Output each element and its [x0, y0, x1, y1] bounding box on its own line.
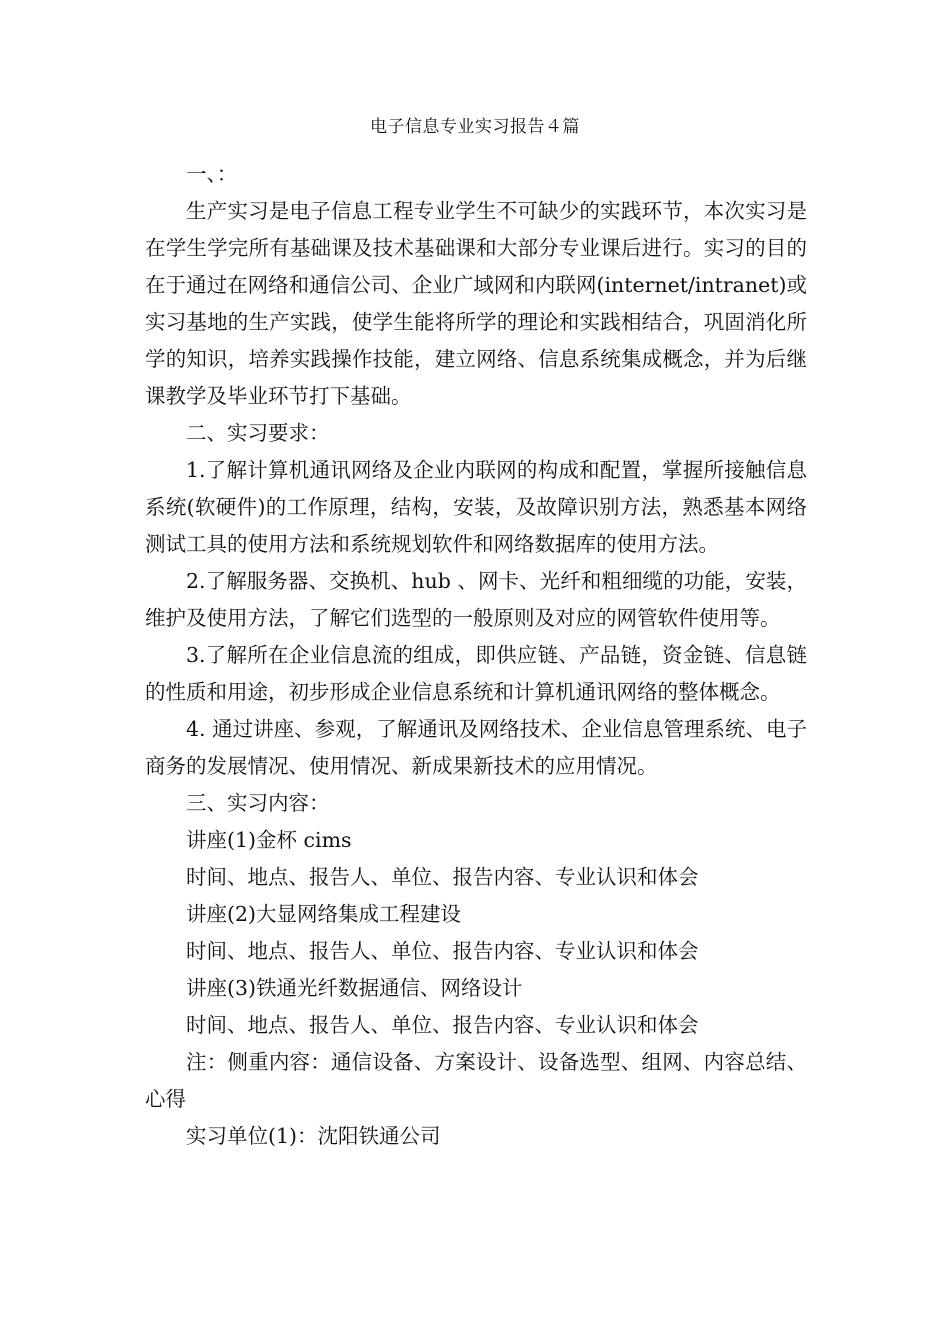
lecture-details-1: 时间、地点、报告人、单位、报告内容、专业认识和体会 — [186, 865, 699, 889]
section-heading-2: 二、实习要求： — [186, 421, 330, 445]
lecture-item-1: 讲座(1)金杯 cims — [186, 828, 352, 852]
lecture-item-3: 讲座(3)铁通光纤数据通信、网络设计 — [186, 976, 523, 1000]
section-heading-1: 一、： — [186, 162, 238, 186]
requirement-item-1: 1.了解计算机通讯网络及企业内联网的构成和配置，掌握所接触信息系统(软硬件)的工作原理，结构，安装，及故障识别方法，熟悉基本网络测试工具的使用方法和系统规划软件和网络数据库的使用方法。 — [145, 458, 807, 556]
lecture-item-2: 讲座(2)大显网络集成工程建设 — [186, 902, 462, 926]
document-body — [145, 156, 807, 1155]
internship-unit-1: 实习单位(1)：沈阳铁通公司 — [186, 1124, 441, 1148]
lecture-details-2: 时间、地点、报告人、单位、报告内容、专业认识和体会 — [186, 939, 699, 963]
requirement-item-3: 3.了解所在企业信息流的组成，即供应链、产品链，资金链、信息链的性质和用途，初步形成企业信息系统和计算机通讯网络的整体概念。 — [145, 643, 807, 704]
document-title: 电子信息专业实习报告４篇 — [370, 117, 580, 137]
note-paragraph: 注：侧重内容：通信设备、方案设计、设备选型、组网、内容总结、心得 — [145, 1050, 807, 1111]
requirement-item-4: 4. 通过讲座、参观，了解通讯及网络技术、企业信息管理系统、电子商务的发展情况、使用情况、新成果新技术的应用情况。 — [145, 717, 807, 778]
requirement-item-2: 2.了解服务器、交换机、hub 、网卡、光纤和粗细缆的功能，安装，维护及使用方法，了解它们选型的一般原则及对应的网管软件使用等。 — [145, 569, 807, 630]
lecture-details-3: 时间、地点、报告人、单位、报告内容、专业认识和体会 — [186, 1013, 699, 1037]
paragraph-intro: 生产实习是电子信息工程专业学生不可缺少的实践环节，本次实习是在学生学完所有基础课及技术基础课和大部分专业课后进行。实习的目的在于通过在网络和通信公司、企业广域网和内联网(internet/intranet)或实习基地的生产实践，使学生能将所学的理论和实践相结合，巩固消化所学的知识，培养实践操作技能，建立网络、信息系统集成概念，并为后继课教学及毕业环节打下基础。 — [145, 199, 807, 408]
section-heading-3: 三、实习内容： — [186, 791, 330, 815]
